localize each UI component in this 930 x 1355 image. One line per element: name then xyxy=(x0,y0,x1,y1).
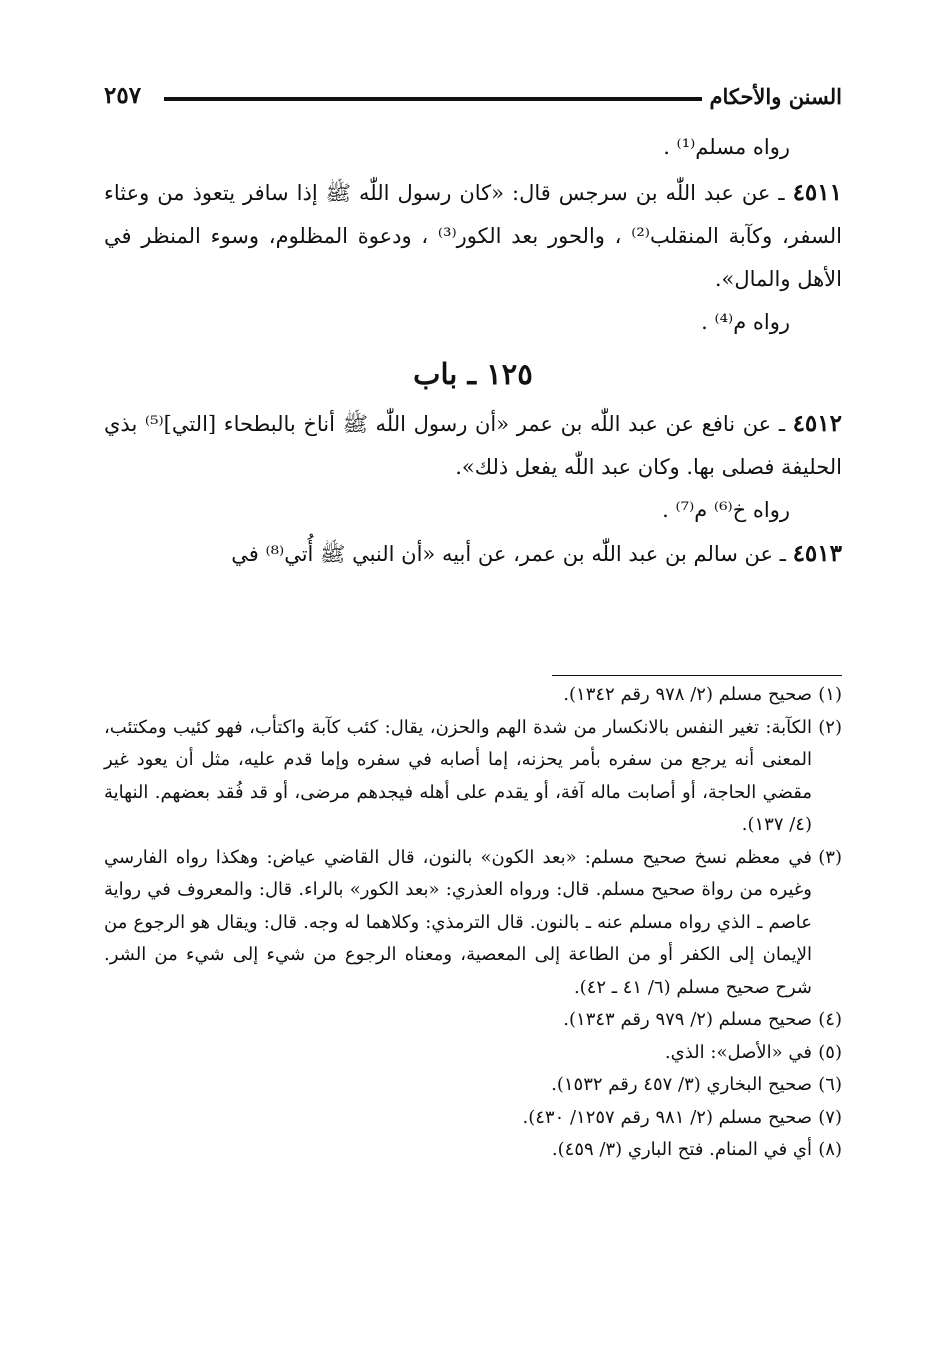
narration-line: رواه م⁽⁴⁾ . xyxy=(701,310,790,334)
footnote-mark: (٥) xyxy=(818,1041,842,1063)
hadith-text: ـ عن عبد اللّٰه بن سرجس قال: «كان رسول اللّٰه ﷺ إذا سافر يتعوذ من وعثاء السفر، وكآبة المنقلب⁽²⁾ ، والحور بعد الكور⁽³⁾ ، ودعوة المظلوم، وسوء المنظر في الأهل والمال». xyxy=(104,181,842,291)
footnote-text: صحيح البخاري (٣/ ٤٥٧ رقم ١٥٣٢). xyxy=(551,1074,812,1095)
footnote-mark: (٨) xyxy=(818,1139,842,1160)
footnotes xyxy=(104,679,842,1167)
main-text xyxy=(104,126,842,576)
footnote-mark: (٦) xyxy=(818,1074,842,1095)
hadith-4511 xyxy=(104,171,842,301)
footnote-mark: (٢) xyxy=(818,716,842,738)
footnote-3 xyxy=(104,842,842,1005)
footnote-text: أي في المنام. فتح الباري (٣/ ٤٥٩). xyxy=(551,1139,812,1160)
footnote-mark: (١) xyxy=(818,684,842,705)
footnote-mark: (٤) xyxy=(818,1009,842,1030)
header-rule xyxy=(164,97,702,101)
footnote-text: صحيح مسلم (٢/ ٩٧٩ رقم ١٣٤٣). xyxy=(563,1009,812,1030)
narration-line: رواه مسلم⁽¹⁾ . xyxy=(663,135,790,159)
footnote-text: في معظم نسخ صحيح مسلم: «بعد الكون» بالنون، قال القاضي عياض: وهكذا رواه الفارسي وغيره من رواة صحيح مسلم. قال: ورواه العذري: «بعد الكور» بالراء. قال: والمعروف في رواية عاصم ـ الذي رواه مسلم عنه ـ بالنون. قال الترمذي: وكلاهما له وجه. قال: ويقال هو الرجوع من الإيمان إلى الكفر أو من الطاعة إلى المعصية، ومعناه الرجوع من شيء إلى شيء من الشر. شرح صحيح مسلم (٦/ ٤١ ـ ٤٢). xyxy=(104,846,812,998)
footnote-4 xyxy=(104,1004,842,1037)
footnote-7 xyxy=(104,1102,842,1135)
footnote-mark: (٣) xyxy=(818,846,842,868)
footnote-2 xyxy=(104,712,842,842)
footnote-8 xyxy=(104,1134,842,1167)
narration-line: رواه خ⁽⁶⁾ م⁽⁷⁾ . xyxy=(662,498,790,522)
hadith-number: ٤٥١٢ xyxy=(792,410,842,437)
footnote-mark: (٧) xyxy=(818,1106,842,1128)
footnote-text: في «الأصل»: الذي. xyxy=(664,1041,812,1063)
hadith-4513 xyxy=(104,532,842,576)
footnote-text: صحيح مسلم (٢/ ٩٨١ رقم ١٢٥٧/ ٤٣٠). xyxy=(522,1106,812,1128)
footnote-separator xyxy=(552,675,842,676)
chapter-title: ١٢٥ ـ باب xyxy=(413,357,533,391)
footnote-1 xyxy=(104,679,842,712)
footnote-5 xyxy=(104,1037,842,1070)
hadith-text: ـ عن سالم بن عبد اللّٰه بن عمر، عن أبيه «أن النبي ﷺ أُتي⁽⁸⁾ في xyxy=(231,542,793,566)
footnote-text: صحيح مسلم (٢/ ٩٧٨ رقم ١٣٤٢). xyxy=(563,684,812,705)
hadith-text: ـ عن نافع عن عبد اللّٰه بن عمر «أن رسول اللّٰه ﷺ أناخ بالبطحاء [التي]⁽⁵⁾ بذي الحليفة فصلى بها. وكان عبد اللّٰه يفعل ذلك». xyxy=(104,412,842,479)
running-header xyxy=(104,80,842,120)
page-number: ٢٥٧ xyxy=(104,82,142,109)
footnote-6 xyxy=(104,1069,842,1102)
hadith-number: ٤٥١١ xyxy=(792,179,842,206)
footnote-text: الكآبة: تغير النفس بالانكسار من شدة الهم والحزن، يقال: كئب كآبة واكتأب، فهو كئيب ومكتئب، المعنى أنه يرجع من سفره بأمر يحزنه، إما أصابه في سفره وإما قدم عليه، مثل أن يعود غير مقضي الحاجة، أو أصابت ماله آفة، أو يقدم على أهله فيجدهم مرضى، أو قد فُقد بعضهم. النهاية (٤/ ١٣٧). xyxy=(104,716,812,835)
hadith-number: ٤٥١٣ xyxy=(792,540,842,567)
hadith-4512 xyxy=(104,402,842,489)
header-title: السنن والأحكام xyxy=(709,84,842,109)
